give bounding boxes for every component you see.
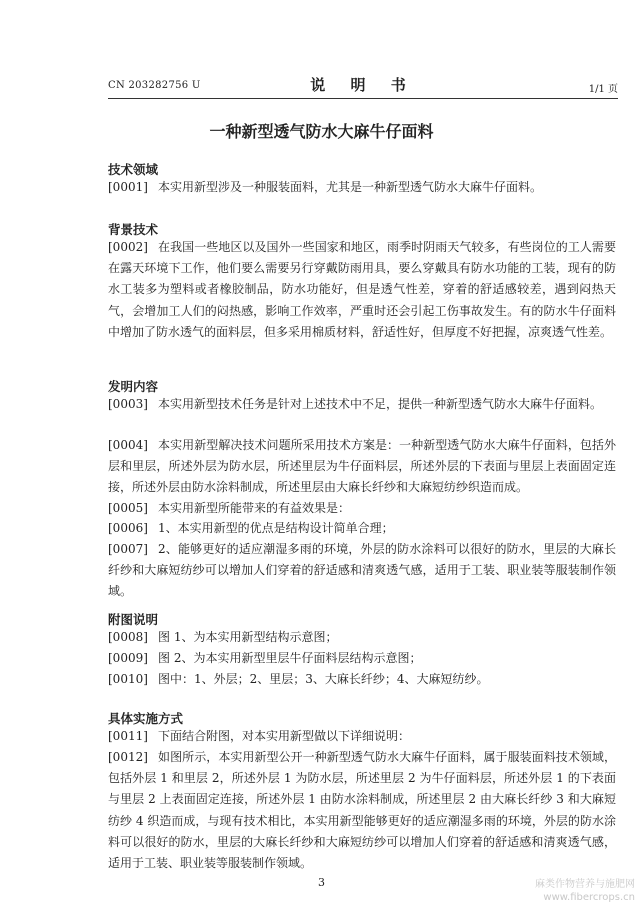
watermark-title: 麻类作物营养与施肥网 (535, 879, 635, 890)
paragraph-text: 下面结合附图，对本实用新型做以下详细说明： (158, 729, 411, 743)
paragraph-text: 在我国一些地区以及国外一些国家和地区，雨季时阴雨天气较多，有些岗位的工人需要在露天环境下工作，他们要么需要另行穿戴防雨用具，要么穿戴具有防水功能的工装，现有的防水工装多为塑料或者橡胶制品，防水功能好，但是透气性差，穿着的舒适感较差，遇到闷热天气，会增加工人们的闷热感，影响工作效率，严重时还会引起工伤事故发生。有的防水牛仔面料中增加了防水透气的面料层，但多采用棉质材料，舒适性好，但厚度不好把握，凉爽透气性差。 (108, 240, 616, 339)
paragraph (108, 518, 616, 539)
section-heading-embodiment: 具体实施方式 (108, 711, 184, 726)
watermark-url: www.fibercrops.cn (543, 892, 635, 903)
paragraph-number: [0007] (108, 542, 148, 556)
section-heading-background: 背景技术 (108, 222, 159, 237)
watermark (535, 878, 635, 904)
paragraph (108, 648, 616, 669)
paragraph-number: [0009] (108, 651, 148, 665)
paragraph (108, 177, 616, 198)
paragraph-number: [0004] (108, 438, 148, 452)
section-heading-tech-field: 技术领域 (108, 162, 159, 177)
page-indicator: 1/1 页 (588, 84, 618, 95)
paragraph (108, 627, 616, 648)
page-number: 3 (318, 876, 325, 889)
paragraph-number: [0006] (108, 521, 148, 535)
paragraph (108, 394, 616, 415)
document-number: CN 203282756 U (108, 80, 201, 91)
header-title: 说 明 书 (310, 76, 416, 94)
paragraph-number: [0010] (108, 672, 148, 686)
paragraph (108, 669, 616, 690)
paragraph-text: 本实用新型解决技术问题所采用技术方案是：一种新型透气防水大麻牛仔面料，包括外层和里层，所述外层为防水层，所述里层为牛仔面料层，所述外层的下表面与里层上表面固定连接，所述外层由防水涂料制成，所述里层由大麻长纤纱和大麻短纺纱织造而成。 (108, 438, 616, 495)
paragraph (108, 498, 616, 519)
paragraph-text: 本实用新型技术任务是针对上述技术中不足，提供一种新型透气防水大麻牛仔面料。 (158, 397, 603, 411)
paragraph-text: 图中：1、外层；2、里层；3、大麻长纤纱；4、大麻短纺纱。 (158, 672, 489, 686)
paragraph-text: 本实用新型涉及一种服装面料，尤其是一种新型透气防水大麻牛仔面料。 (158, 180, 543, 194)
paragraph-number: [0001] (108, 180, 148, 194)
paragraph (108, 747, 616, 874)
paragraph (108, 539, 616, 603)
paragraph (108, 726, 616, 747)
paragraph-number: [0003] (108, 397, 148, 411)
paragraph-text: 1、本实用新型的优点是结构设计简单合理； (158, 521, 394, 535)
paragraph (108, 435, 616, 499)
paragraph-text: 图 2、为本实用新型里层牛仔面料层结构示意图； (158, 651, 422, 665)
paragraph-number: [0011] (108, 729, 148, 743)
paragraph-text: 本实用新型所能带来的有益效果是： (158, 501, 351, 515)
paragraph-text: 如图所示，本实用新型公开一种新型透气防水大麻牛仔面料，属于服装面料技术领域，包括外层 1 和里层 2，所述外层 1 为防水层，所述里层 2 为牛仔面料层，所述外层 1 的下表面与里层 2 上表面固定连接，所述外层 1 由防水涂料制成，所述里层 2 由大麻长纤纱 3 和大麻短纺纱 4 织造而成，与现有技术相比，本实用新型能够更好的适应潮湿多雨的环境，外层的防水涂料可以很好的防水，里层的大麻长纤纱和大麻短纺纱可以增加人们穿着的舒适感和清爽透气感，适用于工装、职业装等服装制作领域。 (108, 750, 616, 871)
paragraph-number: [0008] (108, 630, 148, 644)
section-heading-invention: 发明内容 (108, 379, 159, 394)
section-heading-drawings: 附图说明 (108, 612, 159, 627)
paragraph (108, 237, 616, 343)
paragraph-number: [0012] (108, 750, 148, 764)
document-title: 一种新型透气防水大麻牛仔面料 (209, 122, 434, 141)
paragraph-number: [0002] (108, 240, 148, 254)
page-header (108, 72, 618, 99)
paragraph-text: 图 1、为本实用新型结构示意图； (158, 630, 338, 644)
paragraph-text: 2、能够更好的适应潮湿多雨的环境，外层的防水涂料可以很好的防水，里层的大麻长纤纱和大麻短纺纱可以增加人们穿着的舒适感和清爽透气感，适用于工装、职业装等服装制作领域。 (108, 542, 616, 599)
paragraph-number: [0005] (108, 501, 148, 515)
